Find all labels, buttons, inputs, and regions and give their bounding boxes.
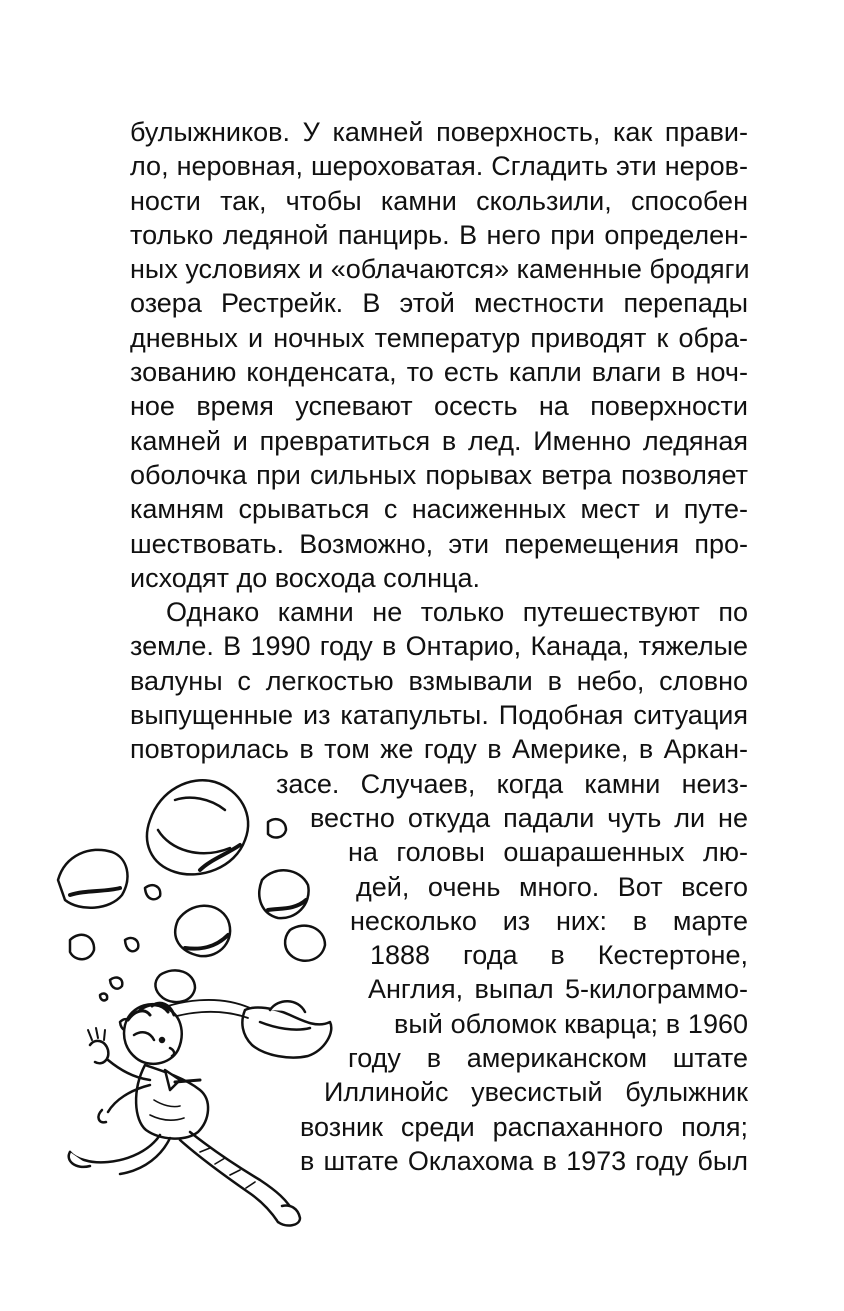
text-line: дей, очень много. Вот всего: [356, 871, 748, 902]
stone-left: [58, 850, 127, 908]
text-line: камней и превратиться в лед. Именно ледяная: [130, 425, 748, 456]
text-line: земле. В 1990 году в Онтарио, Канада, тяжелые: [130, 631, 748, 662]
text-line: выпущенные из катапульты. Подобная ситуация: [130, 700, 748, 731]
text-line: повторилась в том же году в Америке, в Аркан-: [130, 734, 748, 765]
text-line: дневных и ночных температур приводят к обра-: [130, 322, 748, 353]
hat: [242, 1001, 331, 1057]
text-line: засе. Случаев, когда камни неиз-: [276, 768, 748, 799]
text-line: возник среди распаханного поля;: [300, 1111, 748, 1142]
paragraph-first-line: Однако камни не только путешествуют по: [166, 597, 748, 628]
text-line: булыжников. У камней поверхность, как прави-: [130, 117, 748, 147]
text-line: Иллинойс увесистый булыжник: [324, 1077, 748, 1108]
text-line: несколько из них: в марте: [350, 905, 748, 936]
falling-stones-illustration: [50, 760, 350, 1230]
text-line: 1888 года в Кестертоне,: [370, 940, 748, 971]
text-line: оболочка при сильных порывах ветра позволяет: [130, 459, 748, 490]
text-line: исходят до восхода солнца.: [130, 562, 481, 593]
stone-large: [147, 780, 248, 874]
text-line: валуны с легкостью взмывали в небо, словно: [130, 665, 748, 696]
text-line: ло, неровная, шероховатая. Сгладить эти неров-: [130, 151, 748, 182]
text-line: году в американском штате: [348, 1043, 748, 1074]
text-line: ности так, чтобы камни скользили, способен: [130, 185, 748, 216]
text-line: только ледяной панцирь. В него при определен-: [130, 219, 748, 250]
text-line: на головы ошарашенных лю-: [348, 837, 748, 868]
text-line: ное время успевают осесть на поверхности: [130, 391, 748, 422]
text-line: вестно откуда падали чуть ли не: [310, 802, 748, 833]
text-line: вый обломок кварца; в 1960: [394, 1008, 748, 1039]
text-line: камням срываться с насиженных мест и путе-: [130, 494, 748, 525]
text-line: Англия, выпал 5-килограммо-: [368, 974, 748, 1005]
text-line: озера Рестрейк. В этой местности перепады: [130, 288, 748, 319]
text-line: шествовать. Возможно, эти перемещения про-: [130, 528, 748, 559]
text-line: в штате Оклахома в 1973 году был: [300, 1145, 748, 1176]
text-line: зованию конденсата, то есть капли влаги в ноч-: [130, 357, 748, 388]
text-line: ных условиях и «облачаются» каменные бродяги: [130, 254, 750, 285]
